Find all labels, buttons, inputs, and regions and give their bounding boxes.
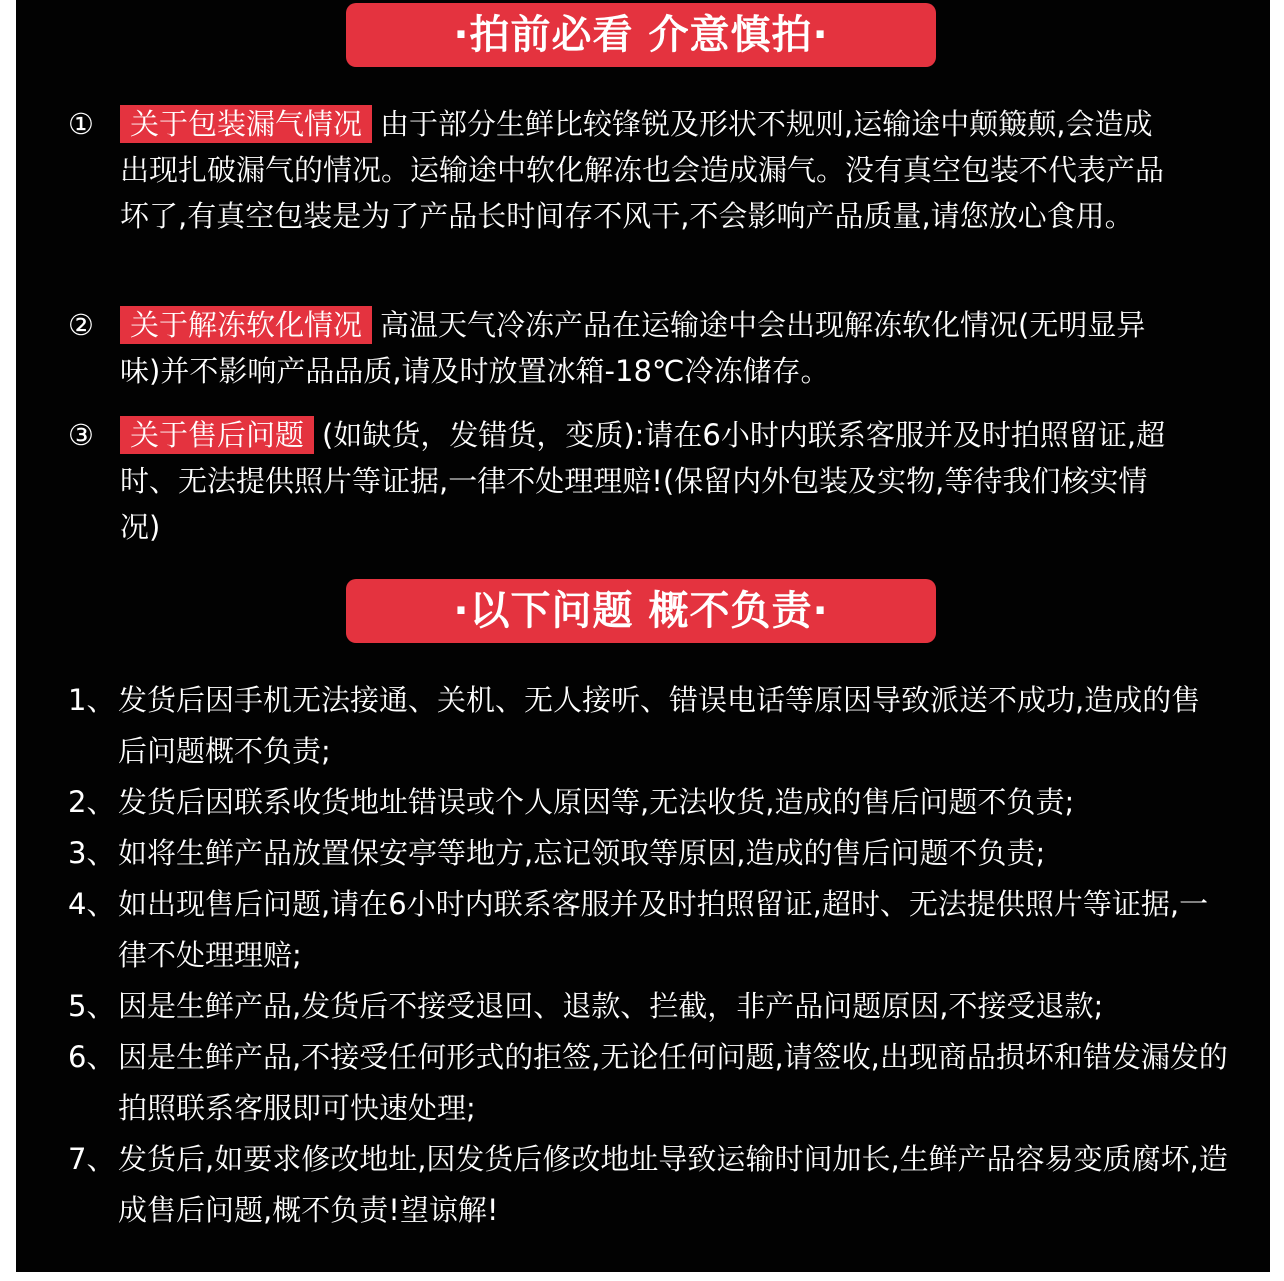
list-item — [68, 1032, 1228, 1134]
notice-number: ③ — [68, 418, 94, 452]
list-item-number: 6、 — [68, 1040, 116, 1074]
notice-text: 高温天气冷冻产品在运输途中会出现解冻软化情况(无明显异味)并不影响产品品质,请及时放置冰箱-18℃冷冻储存。 — [120, 308, 1146, 388]
list-item-text: 发货后因联系收货地址错误或个人原因等,无法收货,造成的售后问题不负责; — [118, 785, 1075, 819]
notice-text: (如缺货，发错货，变质):请在6小时内联系客服并及时拍照留证,超时、无法提供照片等证据,一律不处理理赔!(保留内外包装及实物,等待我们核实情况) — [120, 418, 1166, 544]
notice-tag: 关于包装漏气情况 — [120, 105, 372, 143]
list-item-number: 5、 — [68, 989, 116, 1023]
list-item-number: 2、 — [68, 785, 116, 819]
notice-packaging-leak — [68, 101, 1168, 239]
notice-thaw-soften — [68, 302, 1168, 394]
notice-panel — [16, 0, 1270, 1272]
list-item-text: 发货后因手机无法接通、关机、无人接听、错误电话等原因导致派送不成功,造成的售后问题概不负责; — [118, 683, 1201, 768]
list-item — [68, 675, 1228, 777]
list-item-text: 因是生鲜产品,不接受任何形式的拒签,无论任何问题,请签收,出现商品损坏和错发漏发的拍照联系客服即可快速处理; — [118, 1040, 1228, 1125]
notice-number: ① — [68, 107, 94, 141]
notice-tag: 关于售后问题 — [120, 416, 314, 454]
disclaimer-list — [68, 675, 1228, 1236]
list-item — [68, 777, 1228, 828]
list-item-number: 7、 — [68, 1142, 116, 1176]
header-banner-must-read: ·拍前必看 介意慎拍· — [346, 3, 936, 67]
header-banner-not-responsible: ·以下问题 概不负责· — [346, 579, 936, 643]
list-item-text: 如将生鲜产品放置保安亭等地方,忘记领取等原因,造成的售后问题不负责; — [118, 836, 1046, 870]
list-item-text: 如出现售后问题,请在6小时内联系客服并及时拍照留证,超时、无法提供照片等证据,一律不处理理赔; — [118, 887, 1209, 972]
list-item — [68, 879, 1228, 981]
notice-tag: 关于解冻软化情况 — [120, 306, 372, 344]
notice-after-sales — [68, 412, 1168, 550]
list-item — [68, 1134, 1228, 1236]
list-item-number: 3、 — [68, 836, 116, 870]
list-item-number: 4、 — [68, 887, 116, 921]
list-item-number: 1、 — [68, 683, 116, 717]
notice-number: ② — [68, 308, 94, 342]
list-item — [68, 828, 1228, 879]
list-item-text: 发货后,如要求修改地址,因发货后修改地址导致运输时间加长,生鲜产品容易变质腐坏,造成售后问题,概不负责!望谅解! — [118, 1142, 1228, 1227]
list-item-text: 因是生鲜产品,发货后不接受退回、退款、拦截，非产品问题原因,不接受退款; — [118, 989, 1104, 1023]
notice-text: 由于部分生鲜比较锋锐及形状不规则,运输途中颠簸颠,会造成出现扎破漏气的情况。运输途中软化解冻也会造成漏气。没有真空包装不代表产品坏了,有真空包装是为了产品长时间存不风干,不会影响产品质量,请您放心食用。 — [120, 107, 1165, 233]
list-item — [68, 981, 1228, 1032]
